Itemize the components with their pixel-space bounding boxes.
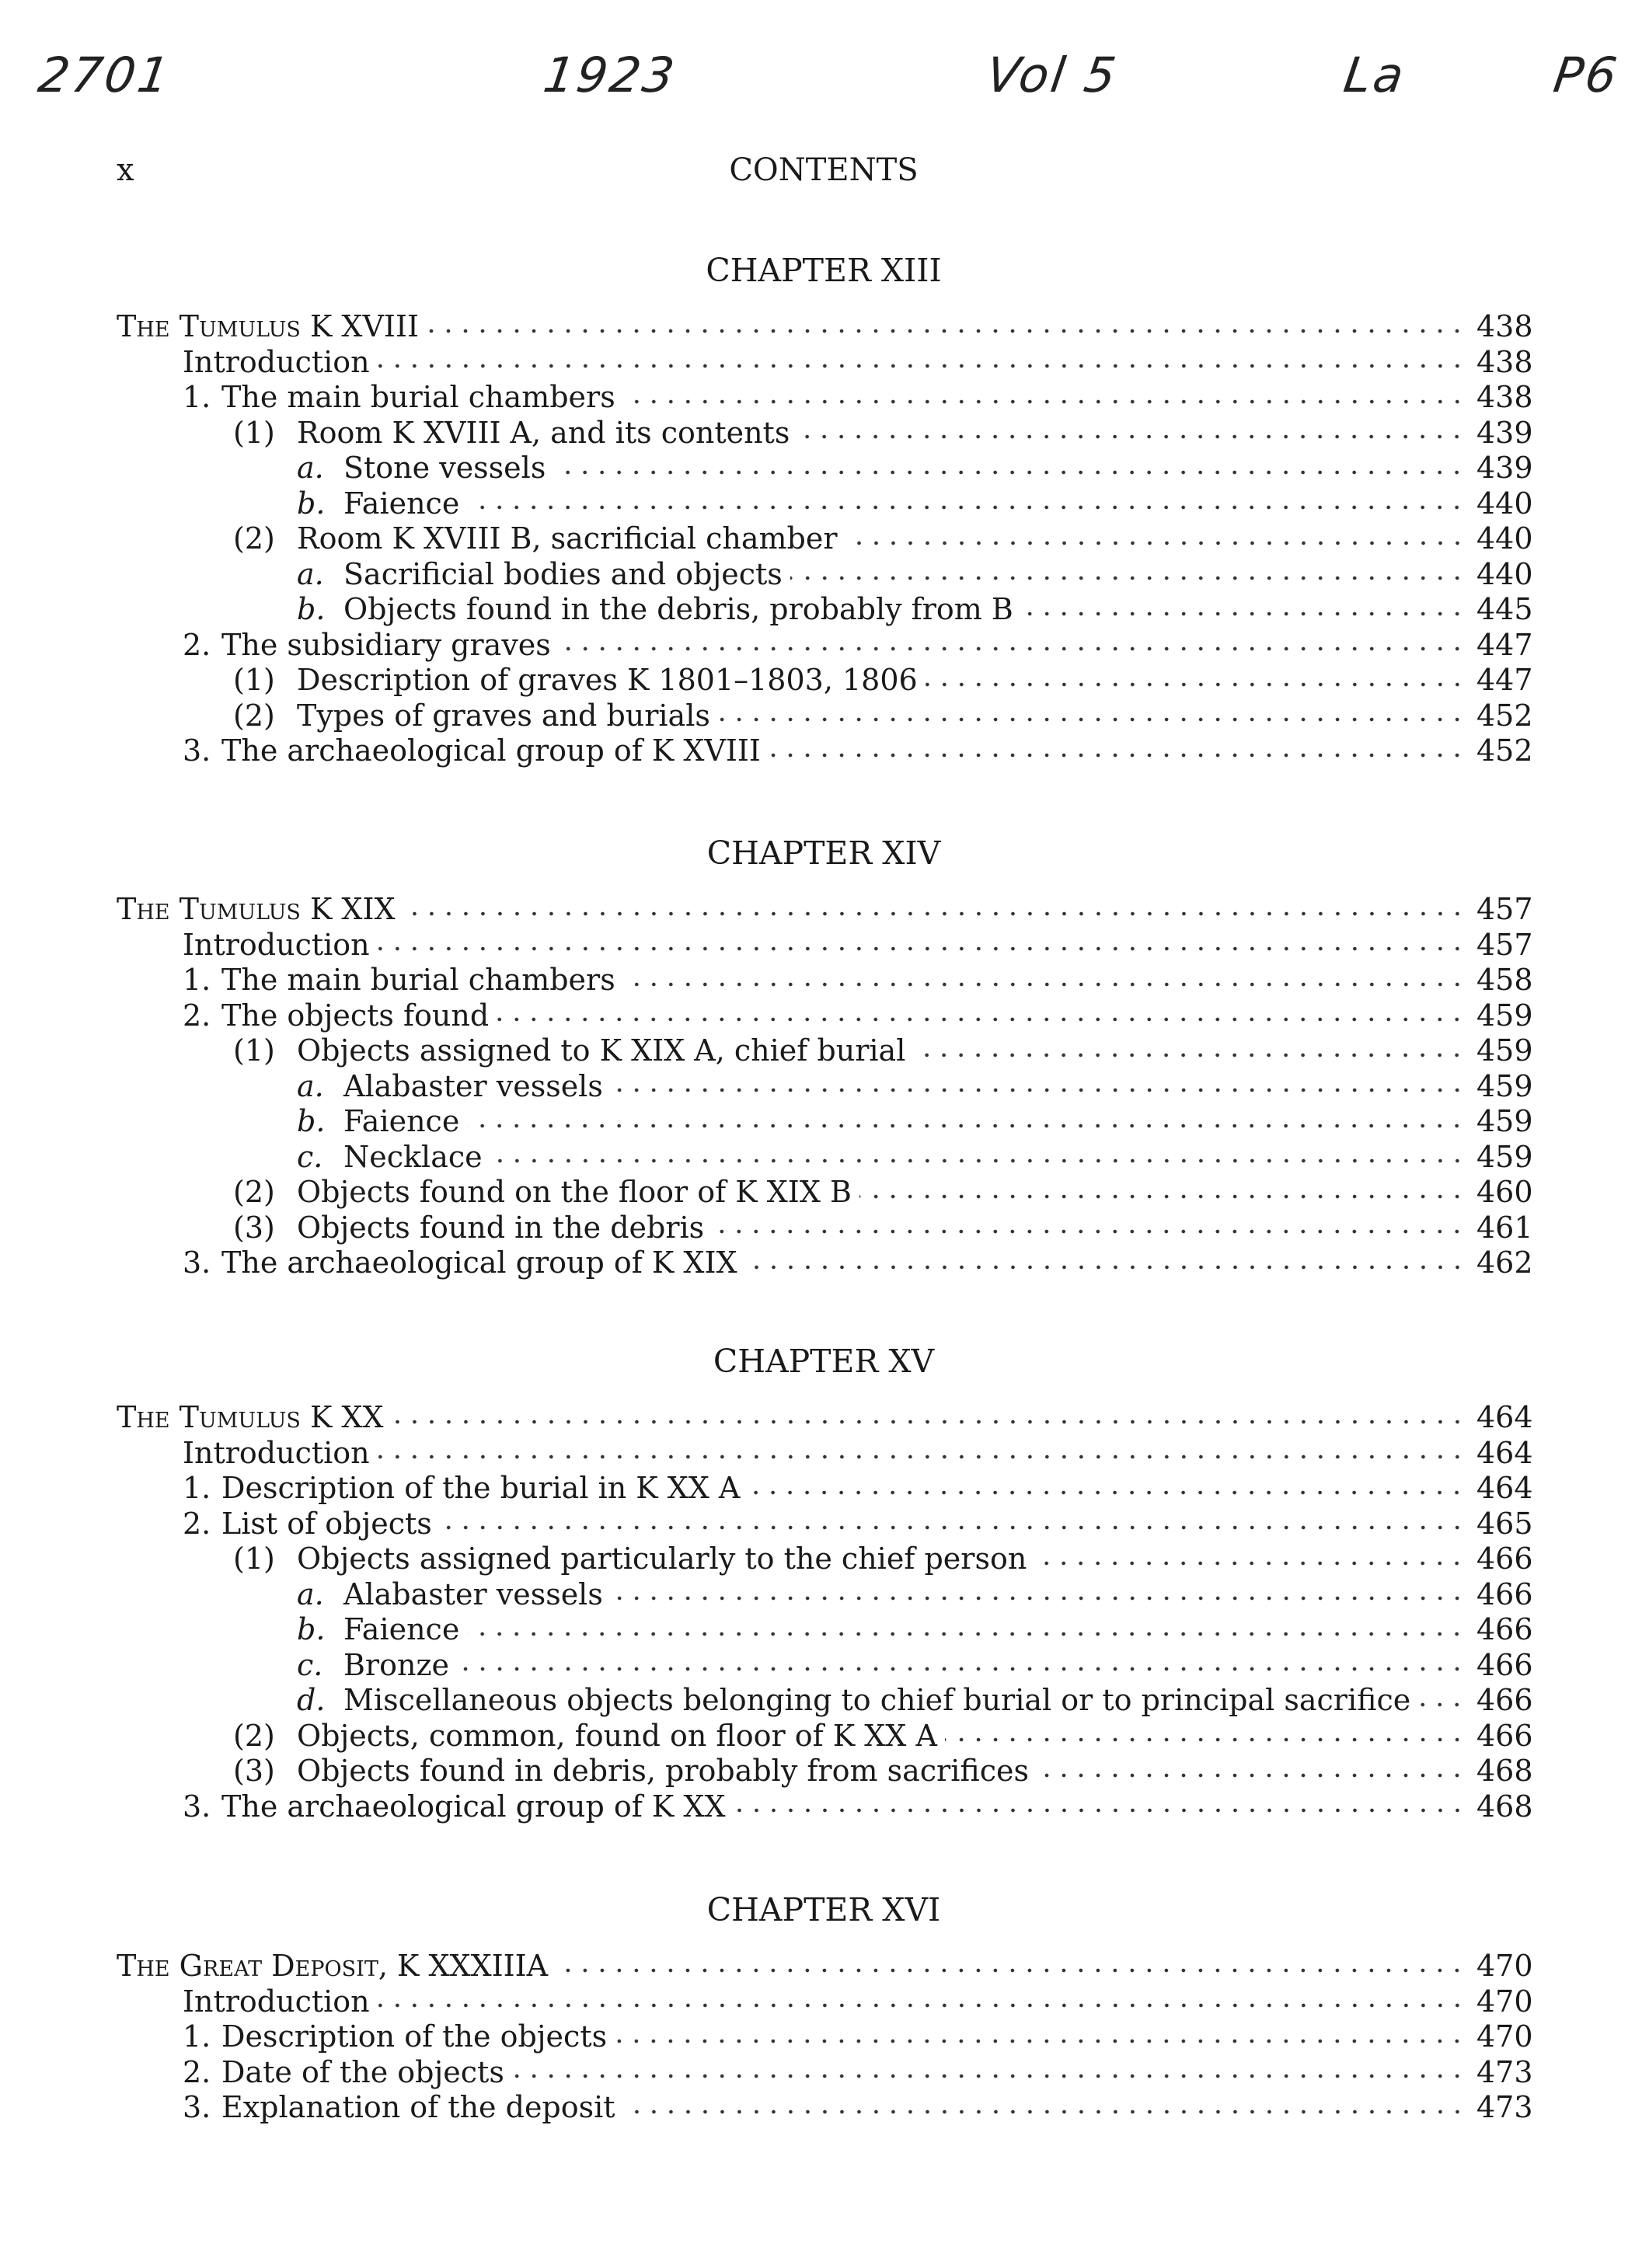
toc-page-number: 459 xyxy=(1476,1033,1533,1068)
dot-leader xyxy=(378,1452,1466,1461)
toc-entry-number: (1) xyxy=(233,663,275,697)
dot-leader xyxy=(945,1735,1466,1744)
toc-page-number: 457 xyxy=(1476,927,1533,962)
page-folio: x xyxy=(117,152,134,188)
toc-entry-text: Introduction xyxy=(183,1984,370,2019)
toc-entry-label xyxy=(183,380,615,416)
dot-leader xyxy=(556,1966,1466,1975)
toc-entry-number: (2) xyxy=(233,1175,275,1209)
toc-entry-label xyxy=(297,592,1013,628)
running-head xyxy=(117,152,1531,199)
toc-entry-text: Stone vessels xyxy=(343,451,546,485)
toc-entry-number: a. xyxy=(297,1576,324,1611)
toc-entry-label xyxy=(233,1754,1029,1789)
chapter-section xyxy=(117,247,1531,769)
handwritten-note-page: P6 xyxy=(1550,47,1623,103)
toc-entry-number: b. xyxy=(297,1104,326,1138)
dot-leader xyxy=(440,1523,1466,1532)
toc-entry xyxy=(117,1400,1531,1436)
toc-page-number: 452 xyxy=(1476,698,1533,733)
dot-leader xyxy=(845,538,1466,548)
dot-leader xyxy=(734,1806,1466,1815)
toc-entry-text: Alabaster vessels xyxy=(343,1576,603,1611)
toc-entry xyxy=(117,1984,1531,2020)
dot-leader xyxy=(913,1050,1466,1060)
toc-entry-label xyxy=(233,663,918,699)
toc-entry-number: (1) xyxy=(233,415,275,450)
toc-page-number: 466 xyxy=(1476,1683,1533,1717)
toc-entry xyxy=(117,1683,1531,1719)
toc-entry-text: Date of the objects xyxy=(221,2054,504,2089)
toc-entry-label xyxy=(117,1949,548,1984)
toc-page-number: 465 xyxy=(1476,1506,1533,1541)
dot-leader xyxy=(790,573,1466,583)
chapter-section xyxy=(117,830,1531,1281)
toc-entry xyxy=(117,1719,1531,1754)
toc-entry-text: The Great Deposit, K XXXIIIA xyxy=(117,1949,549,1983)
toc-entry-number: (2) xyxy=(233,521,275,556)
page-title: CONTENTS xyxy=(729,152,919,188)
dot-leader xyxy=(797,432,1466,441)
dot-leader xyxy=(1037,1771,1466,1780)
toc-entry-text: Room K XVIII A, and its contents xyxy=(297,415,790,450)
dot-leader xyxy=(467,1629,1466,1639)
toc-entry-label xyxy=(117,892,396,928)
chapter-heading: CHAPTER XV xyxy=(713,1343,935,1380)
toc-entry-label xyxy=(183,2019,607,2055)
toc-page-number: 438 xyxy=(1476,309,1533,343)
toc-entry-label xyxy=(183,628,551,664)
toc-entry-text: The Tumulus K XIX xyxy=(117,892,396,926)
toc-entry-number: 2. xyxy=(183,1506,211,1541)
toc-entry-label xyxy=(233,416,790,451)
toc-entry xyxy=(117,1471,1531,1507)
toc-entry xyxy=(117,1612,1531,1648)
dot-leader xyxy=(926,680,1466,689)
dot-leader xyxy=(1418,1700,1466,1709)
toc-entry-label xyxy=(233,521,838,557)
toc-entry-text: Explanation of the deposit xyxy=(221,2090,615,2124)
toc-page-number: 440 xyxy=(1476,486,1533,521)
dot-leader xyxy=(859,1192,1466,1201)
toc-entry-number: d. xyxy=(297,1683,326,1717)
toc-entry-text: The subsidiary graves xyxy=(221,627,551,662)
toc-page-number: 459 xyxy=(1476,1139,1533,1174)
dot-leader xyxy=(623,2107,1466,2116)
toc-entry-text: The archaeological group of K XIX xyxy=(221,1245,737,1280)
toc-entry-label xyxy=(183,1789,726,1825)
toc-entry-text: Introduction xyxy=(183,344,370,379)
toc-entry xyxy=(117,2055,1531,2091)
toc-entry xyxy=(117,628,1531,664)
dot-leader xyxy=(611,1594,1466,1603)
toc-page-number: 462 xyxy=(1476,1245,1533,1280)
toc-entry xyxy=(117,1577,1531,1613)
toc-entry-text: Objects found in the debris xyxy=(297,1210,705,1245)
toc-entry-number: (3) xyxy=(233,1210,275,1245)
toc-page-number: 440 xyxy=(1476,556,1533,591)
dot-leader xyxy=(1034,1559,1466,1568)
toc-page-number: 466 xyxy=(1476,1647,1533,1682)
toc-entry xyxy=(117,521,1531,557)
dot-leader xyxy=(553,468,1466,477)
toc-entry xyxy=(117,963,1531,998)
toc-page-number: 459 xyxy=(1476,998,1533,1033)
toc-entry-text: Alabaster vessels xyxy=(343,1068,603,1103)
toc-entry xyxy=(117,1211,1531,1246)
toc-entry xyxy=(117,1754,1531,1789)
toc-entry-text: The Tumulus K XX xyxy=(117,1400,384,1434)
toc-entry-text: Description of the objects xyxy=(221,2019,608,2054)
toc-page-number: 452 xyxy=(1476,733,1533,768)
toc-page-number: 440 xyxy=(1476,521,1533,556)
toc-entry-number: 3. xyxy=(183,1789,211,1824)
toc-entry xyxy=(117,592,1531,628)
toc-entry-text: Introduction xyxy=(183,927,370,962)
toc-entry-text: Types of graves and burials xyxy=(297,698,710,733)
toc-entry-number: (1) xyxy=(233,1542,275,1576)
toc-entry-label xyxy=(297,451,546,486)
toc-page-number: 468 xyxy=(1476,1754,1533,1788)
chapter-heading: CHAPTER XIII xyxy=(706,252,942,289)
toc-entry-text: The main burial chambers xyxy=(221,380,615,414)
toc-entry xyxy=(117,1069,1531,1105)
dot-leader xyxy=(718,715,1466,724)
toc-entry-label xyxy=(297,1577,603,1613)
dot-leader xyxy=(378,944,1466,953)
toc-entry xyxy=(117,1140,1531,1176)
toc-page-number: 459 xyxy=(1476,1104,1533,1138)
toc-entry-label xyxy=(183,1471,740,1507)
toc-entry xyxy=(117,380,1531,416)
toc-entry-text: The Tumulus K XVIII xyxy=(117,309,419,343)
toc-entry xyxy=(117,1175,1531,1211)
toc-page-number: 458 xyxy=(1476,963,1533,997)
toc-entry xyxy=(117,1949,1531,1984)
chapter-heading: CHAPTER XVI xyxy=(706,1891,941,1928)
toc-entry-label xyxy=(183,2090,615,2126)
toc-entry-text: Description of graves K 1801–1803, 1806 xyxy=(297,663,918,697)
toc-entry xyxy=(117,309,1531,345)
toc-entry xyxy=(117,663,1531,699)
dot-leader xyxy=(457,1664,1466,1674)
handwritten-note-la: La xyxy=(1340,47,1410,103)
toc-entry-text: Description of the burial in K XX A xyxy=(221,1471,741,1505)
toc-page-number: 457 xyxy=(1476,892,1533,926)
toc-entry-label xyxy=(183,928,370,963)
handwritten-note-volume: Vol 5 xyxy=(982,47,1122,103)
toc-entry-number: 1. xyxy=(183,380,211,414)
toc-entry xyxy=(117,486,1531,522)
dot-leader xyxy=(467,503,1466,512)
dot-leader xyxy=(1021,609,1466,618)
toc-entry-number: 2. xyxy=(183,627,211,662)
toc-page-number: 470 xyxy=(1476,1949,1533,1983)
toc-page-number: 460 xyxy=(1476,1175,1533,1209)
dot-leader xyxy=(378,2001,1466,2010)
toc-entry-number: a. xyxy=(297,451,324,485)
dot-leader xyxy=(623,980,1466,989)
toc-entry-label xyxy=(297,1683,1410,1719)
toc-entry-label xyxy=(233,699,710,734)
toc-page-number: 466 xyxy=(1476,1718,1533,1753)
toc-entry xyxy=(117,1789,1531,1825)
toc-page-number: 438 xyxy=(1476,344,1533,379)
toc-page-number: 470 xyxy=(1476,2019,1533,2054)
toc-entry-text: Objects, common, found on floor of K XX A xyxy=(297,1718,937,1753)
toc-entry-text: Introduction xyxy=(183,1435,370,1470)
toc-entry-text: The archaeological group of K XVIII xyxy=(221,733,761,768)
toc-entry-text: Faience xyxy=(343,486,460,521)
toc-entry-text: Sacrificial bodies and objects xyxy=(343,556,783,591)
toc-entry-label xyxy=(233,1211,704,1246)
toc-entry-number: 3. xyxy=(183,2090,211,2124)
toc-page-number: 461 xyxy=(1476,1210,1533,1245)
toc-page-number: 468 xyxy=(1476,1789,1533,1824)
toc-entry-label xyxy=(183,1984,370,2020)
toc-entry-number: (2) xyxy=(233,698,275,733)
dot-leader xyxy=(623,397,1466,406)
toc-entry-text: Objects assigned particularly to the chief person xyxy=(297,1542,1027,1576)
toc-entry xyxy=(117,1507,1531,1542)
toc-entry xyxy=(117,928,1531,963)
toc-entry-label xyxy=(297,1612,459,1648)
toc-entry-label xyxy=(183,345,370,381)
toc-entry-label xyxy=(297,486,459,522)
toc-entry-label xyxy=(297,1648,449,1684)
toc-page-number: 473 xyxy=(1476,2090,1533,2124)
toc-entry xyxy=(117,345,1531,381)
toc-entry-text: The archaeological group of K XX xyxy=(221,1789,726,1824)
toc-entry-number: a. xyxy=(297,556,324,591)
toc-entry-number: c. xyxy=(297,1139,323,1174)
toc-page-number: 473 xyxy=(1476,2054,1533,2089)
toc-entry xyxy=(117,1033,1531,1069)
toc-entry-label xyxy=(183,998,489,1034)
toc-entry-number: b. xyxy=(297,1612,326,1646)
toc-entry-number: 3. xyxy=(183,1245,211,1280)
dot-leader xyxy=(392,1417,1466,1427)
toc-page-number: 466 xyxy=(1476,1576,1533,1611)
toc-page-number: 466 xyxy=(1476,1612,1533,1646)
dot-leader xyxy=(712,1227,1466,1236)
toc-entry xyxy=(117,1648,1531,1684)
toc-page-number: 438 xyxy=(1476,380,1533,414)
toc-entry-label xyxy=(233,1542,1027,1577)
toc-entry-number: (1) xyxy=(233,1033,275,1068)
toc-entry-label xyxy=(117,1400,384,1436)
dot-leader xyxy=(769,751,1466,760)
toc-entry-label xyxy=(183,2055,504,2091)
toc-entry-number: a. xyxy=(297,1068,324,1103)
toc-entry-text: Necklace xyxy=(343,1139,483,1174)
dot-leader xyxy=(378,361,1466,371)
toc-entry-label xyxy=(297,1069,603,1105)
toc-entry-text: Objects assigned to K XIX A, chief burial xyxy=(297,1033,906,1068)
toc-page-number: 439 xyxy=(1476,451,1533,485)
toc-page-number: 459 xyxy=(1476,1068,1533,1103)
handwritten-note-year: 1923 xyxy=(539,47,680,103)
toc-entry-number: 3. xyxy=(183,733,211,768)
toc-page-number: 464 xyxy=(1476,1471,1533,1505)
toc-entry-number: 2. xyxy=(183,998,211,1033)
toc-entry-text: List of objects xyxy=(221,1506,432,1541)
toc-entry xyxy=(117,1436,1531,1472)
dot-leader xyxy=(748,1488,1466,1497)
toc-entry-number: 1. xyxy=(183,963,211,997)
toc-entry-text: Bronze xyxy=(343,1647,449,1682)
toc-page-number: 464 xyxy=(1476,1400,1533,1434)
dot-leader xyxy=(615,2036,1466,2046)
dot-leader xyxy=(403,909,1466,918)
toc-entry-label xyxy=(233,1719,937,1754)
chapter-section xyxy=(117,1887,1531,2126)
toc-entry-text: Faience xyxy=(343,1104,460,1138)
toc-entry xyxy=(117,998,1531,1034)
toc-entry xyxy=(117,557,1531,593)
toc-entry xyxy=(117,2090,1531,2126)
chapter-section xyxy=(117,1338,1531,1824)
toc-entry-label xyxy=(233,1033,905,1069)
dot-leader xyxy=(512,2071,1466,2081)
toc-entry xyxy=(117,733,1531,769)
toc-entry-number: 2. xyxy=(183,2054,211,2089)
toc-entry xyxy=(117,1104,1531,1140)
toc-entry xyxy=(117,1542,1531,1577)
dot-leader xyxy=(745,1263,1466,1272)
toc-entry-text: Faience xyxy=(343,1612,460,1646)
dot-leader xyxy=(611,1085,1466,1095)
chapter-heading: CHAPTER XIV xyxy=(706,834,941,872)
toc-entry-text: Room K XVIII B, sacrificial chamber xyxy=(297,521,838,556)
toc-entry-text: Miscellaneous objects belonging to chief burial or to principal sacrifice xyxy=(343,1683,1411,1717)
dot-leader xyxy=(427,326,1466,336)
toc-entry-number: 1. xyxy=(183,1471,211,1505)
toc-entry-number: c. xyxy=(297,1647,323,1682)
toc-page-number: 447 xyxy=(1476,627,1533,662)
toc-entry xyxy=(117,1245,1531,1281)
toc-entry-text: Objects found in the debris, probably from B xyxy=(343,592,1013,626)
toc-entry xyxy=(117,892,1531,928)
toc-entry-label xyxy=(117,309,419,345)
toc-entry-label xyxy=(233,1175,852,1211)
toc-page-number: 445 xyxy=(1476,592,1533,626)
toc-entry xyxy=(117,451,1531,486)
toc-entry xyxy=(117,699,1531,734)
toc-entry-label xyxy=(183,1436,370,1472)
dot-leader xyxy=(559,644,1466,653)
toc-entry-number: (3) xyxy=(233,1754,275,1788)
toc-entry-text: The objects found xyxy=(221,998,490,1033)
toc-page-number: 464 xyxy=(1476,1435,1533,1470)
dot-leader xyxy=(467,1121,1466,1131)
toc-entry-text: The main burial chambers xyxy=(221,963,615,997)
toc-entry-label xyxy=(183,1245,737,1281)
toc-entry-label xyxy=(297,1104,459,1140)
toc-entry xyxy=(117,2019,1531,2055)
toc-page-number: 439 xyxy=(1476,415,1533,450)
toc-entry-number: (2) xyxy=(233,1718,275,1753)
toc-entry xyxy=(117,416,1531,451)
toc-entry-label xyxy=(183,1507,432,1542)
toc-entry-number: b. xyxy=(297,486,326,521)
toc-entry-number: b. xyxy=(297,592,326,626)
toc-entry-label xyxy=(297,557,783,593)
toc-entry-text: Objects found in debris, probably from sacrifices xyxy=(297,1754,1029,1788)
toc-entry-label xyxy=(183,963,615,998)
toc-entry-text: Objects found on the floor of K XIX B xyxy=(297,1175,852,1209)
toc-page-number: 447 xyxy=(1476,663,1533,697)
toc-entry-label xyxy=(183,733,761,769)
toc-page-number: 466 xyxy=(1476,1542,1533,1576)
dot-leader xyxy=(497,1015,1466,1024)
toc-entry-number: 1. xyxy=(183,2019,211,2054)
toc-page-number: 470 xyxy=(1476,1984,1533,2019)
toc-entry-label xyxy=(297,1140,483,1176)
dot-leader xyxy=(490,1156,1466,1165)
handwritten-note-number: 2701 xyxy=(34,47,175,103)
